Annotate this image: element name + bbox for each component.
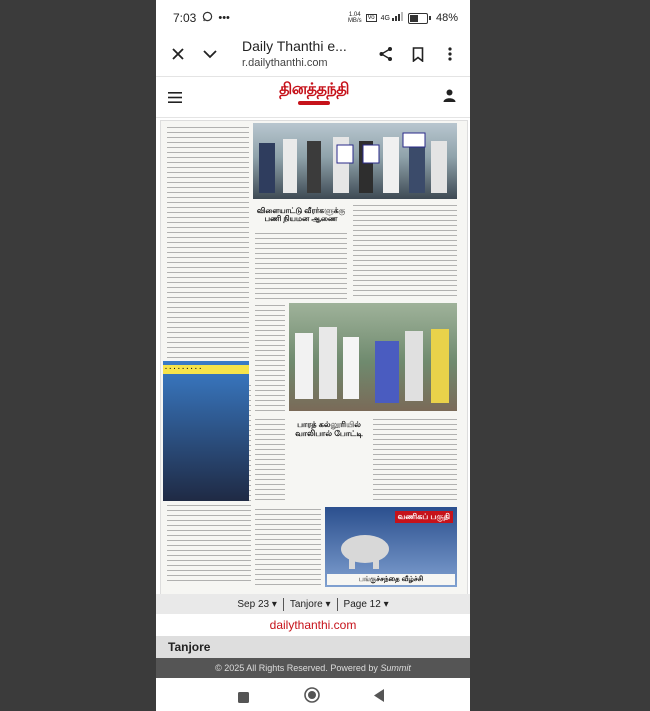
close-icon[interactable] bbox=[166, 42, 190, 66]
article-column bbox=[255, 417, 285, 501]
banner-subtitle: பங்குச்சந்தை வீழ்ச்சி bbox=[327, 574, 455, 585]
back-icon[interactable] bbox=[374, 689, 385, 707]
volte-icon: Vo bbox=[367, 15, 375, 21]
signal-icon bbox=[392, 12, 404, 24]
district-label: Tanjore bbox=[156, 636, 470, 658]
banner-title: வணிகப் பகுதி bbox=[395, 511, 453, 523]
daily-thanthi-logo[interactable] bbox=[259, 79, 369, 109]
page-title-block[interactable] bbox=[242, 38, 347, 69]
page-title: Daily Thanthi e... bbox=[242, 38, 347, 54]
news-photo bbox=[253, 123, 457, 199]
headline-sports: விளையாட்டு வீரர்களுக்கு பணி நியமன ஆணை bbox=[256, 206, 346, 224]
article-column bbox=[373, 417, 457, 501]
article-column bbox=[353, 203, 457, 299]
battery-percent: 48% bbox=[435, 12, 458, 24]
status-bar bbox=[156, 0, 470, 36]
android-nav-bar bbox=[156, 678, 470, 711]
network-speed: 1.04 MB/s bbox=[347, 12, 362, 24]
bookmark-icon[interactable] bbox=[406, 42, 430, 66]
browser-toolbar bbox=[156, 36, 470, 72]
phone-screen bbox=[156, 0, 470, 711]
menu-icon[interactable] bbox=[168, 90, 182, 108]
status-time: 7:03 bbox=[173, 11, 197, 25]
home-icon[interactable] bbox=[304, 687, 320, 708]
copyright-footer bbox=[156, 658, 470, 678]
side-banner: · · · · · · · · · bbox=[163, 365, 249, 374]
edition-toolbar bbox=[156, 594, 470, 614]
more-notifications-icon: ••• bbox=[218, 12, 230, 24]
article-column bbox=[255, 231, 347, 299]
recents-icon[interactable] bbox=[238, 690, 249, 708]
powered-by-link[interactable]: Summit bbox=[380, 663, 411, 673]
share-icon[interactable] bbox=[374, 42, 398, 66]
more-vert-icon[interactable] bbox=[438, 42, 462, 66]
page-selector[interactable]: Page 12 ▾ bbox=[343, 598, 389, 610]
newspaper-page[interactable] bbox=[160, 120, 468, 596]
article-column bbox=[255, 303, 285, 411]
whatsapp-icon bbox=[202, 11, 213, 25]
page-url: r.dailythanthi.com bbox=[242, 57, 328, 69]
site-header bbox=[156, 77, 470, 117]
network-type: 4G bbox=[380, 14, 390, 22]
article-column bbox=[255, 507, 321, 587]
battery-icon bbox=[408, 13, 428, 24]
headline-volleyball: பாரத் கல்லூரியில் வாலிபால் போட்டி bbox=[295, 420, 363, 438]
site-link[interactable]: dailythanthi.com bbox=[269, 618, 357, 632]
divider bbox=[156, 117, 470, 118]
copyright-text: © 2025 All Rights Reserved. Powered by bbox=[215, 663, 378, 673]
side-photo bbox=[163, 361, 249, 501]
logo-ribbon bbox=[298, 101, 330, 105]
logo-text: தினத்தந்தி bbox=[279, 79, 349, 98]
edition-selector[interactable]: Tanjore ▾ bbox=[289, 598, 331, 610]
volleyball-photo bbox=[289, 303, 457, 411]
business-banner bbox=[325, 507, 457, 587]
date-selector[interactable]: Sep 23 ▾ bbox=[237, 598, 277, 610]
chevron-down-icon[interactable] bbox=[198, 42, 222, 66]
article-column bbox=[167, 125, 249, 363]
account-icon[interactable] bbox=[443, 89, 456, 107]
